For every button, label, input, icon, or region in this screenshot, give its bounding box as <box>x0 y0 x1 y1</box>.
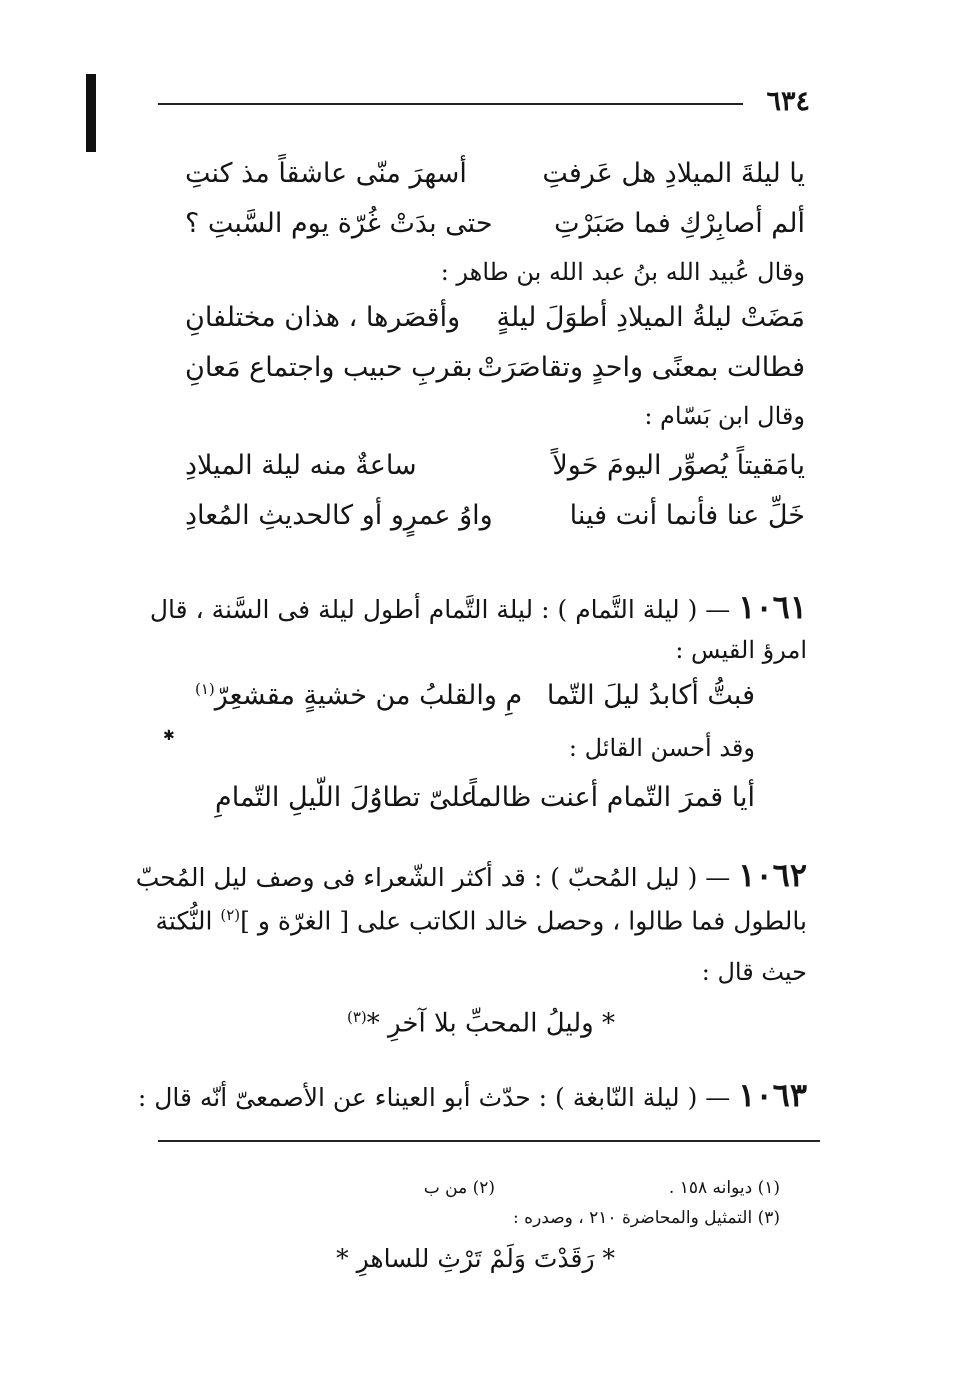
entry-1062-continuation: حيث قال : <box>701 958 807 986</box>
entry-text: بالطول فما طالوا ، وحصل خالد الكاتب على [ الغرّة و ] <box>240 906 807 936</box>
verse-hemistich-right: فبتُّ أكابدُ ليلَ التّما <box>546 680 755 711</box>
verse-introduction: وقال ابن بَسّام : <box>644 402 805 430</box>
footnote-2: (٢) من ب <box>423 1178 495 1198</box>
verse-couplet <box>185 158 805 204</box>
verse-hemistich-left: وأقصَرها ، هذان مختلفانِ <box>185 302 461 333</box>
verse-hemistich-left: ساعةٌ منه ليلة الميلادِ <box>185 450 417 481</box>
verse-text: مِ والقلبُ من خشيةٍ مقشعِرّ <box>214 680 523 711</box>
verse-hemistich-right: فطالت بمعنًى واحدٍ وتقاصَرَتْ <box>477 352 805 383</box>
verse-couplet <box>185 500 805 546</box>
footnote-ref: (٢) <box>220 906 241 924</box>
verse-hemistich-left <box>195 680 522 711</box>
verse-text: * وليلُ المحبِّ بلا آخرِ * <box>366 1008 615 1039</box>
verse-hemistich-right: يا ليلةَ الميلادِ هل عَرفتِ <box>542 158 805 189</box>
entry-number: ١٠٦١ <box>738 588 807 626</box>
entry-1063-line: ١٠٦٣ — ( ليلة النّابغة ) : حدّث أبو العيناء عن الأصمعىّ أنّه قال : <box>137 1076 807 1114</box>
entry-1061-continuation: امرؤ القيس : <box>675 636 807 664</box>
entry-number: ١٠٦٢ <box>738 856 807 894</box>
entry-1062-line <box>157 906 807 935</box>
verse-hemistich-left: بقربِ حبيب واجتماع مَعانِ <box>185 352 473 383</box>
footnote-ref: (١) <box>195 680 215 698</box>
header-rule <box>158 103 743 105</box>
verse-hemistich-right: خَلِّ عنا فأنما أنت فينا <box>569 500 805 531</box>
entry-text: النُّكتة <box>155 906 213 936</box>
asterisk-mark: ✱ <box>163 728 175 744</box>
margin-bar <box>86 74 96 152</box>
verse-couplet <box>185 302 805 348</box>
verse-hemistich-left: علىّ تطاوُلَ اللّيلِ التّمامِ <box>215 782 477 813</box>
footnote-verse: * رَقَدْتَ وَلَمْ تَرْثِ للساهرِ * <box>336 1244 615 1273</box>
verse-introduction: وقال عُبيد الله بنُ عبد الله بن طاهر : <box>440 258 805 286</box>
verse-couplet <box>185 208 805 254</box>
entry-1061-line: ١٠٦١ — ( ليلة التَّمام ) : ليلة التَّمام أطول ليلة فى السَّنة ، قال <box>149 588 807 626</box>
entry-text: ( ليلة النّابغة ) : حدّث أبو العيناء عن الأصمعىّ أنّه قال : <box>137 1083 698 1112</box>
verse-couplet <box>195 680 755 726</box>
verse-hemistich-right: أيا قمرَ التّمام أعنت ظالماً <box>469 782 755 813</box>
verse-hemistich-centered <box>347 1008 615 1039</box>
entry-number: ١٠٦٣ <box>738 1076 807 1114</box>
verse-couplet <box>215 782 755 828</box>
footnote-1: (١) ديوانه ١٥٨ . <box>668 1178 780 1198</box>
footnote-rule <box>158 1140 820 1142</box>
verse-couplet <box>185 352 805 398</box>
entry-text: ( ليل المُحبّ ) : قد أكثر الشّعراء فى وصف ليل المُحبّ <box>135 863 698 892</box>
footnote-ref: (٣) <box>347 1008 367 1026</box>
verse-hemistich-right: مَضَتْ ليلةُ الميلادِ أطوَلَ ليلةٍ <box>496 302 805 333</box>
entry-1062-line: ١٠٦٢ — ( ليل المُحبّ ) : قد أكثر الشّعراء فى وصف ليل المُحبّ <box>135 856 807 894</box>
verse-hemistich-left: حتى بدَتْ غُرّة يوم السَّبتِ ؟ <box>185 208 493 239</box>
verse-introduction: وقد أحسن القائل : <box>568 734 755 762</box>
verse-hemistich-right: ألم أصابِرْكِ فما صَبَرْتِ <box>554 208 805 239</box>
footnote-3: (٣) التمثيل والمحاضرة ٢١٠ ، وصدره : <box>513 1208 780 1228</box>
entry-text: ( ليلة التَّمام ) : ليلة التَّمام أطول ليلة فى السَّنة ، قال <box>149 595 698 624</box>
verse-hemistich-left: أسهرَ منّى عاشقاً مذ كنتِ <box>185 158 467 189</box>
verse-couplet <box>185 450 805 496</box>
page-number: ٦٣٤ <box>766 86 810 117</box>
verse-hemistich-right: يامَقيتاً يُصوِّر اليومَ حَولاً <box>552 450 805 481</box>
verse-hemistich-left: واوُ عمرٍو أو كالحديثِ المُعادِ <box>185 500 493 531</box>
